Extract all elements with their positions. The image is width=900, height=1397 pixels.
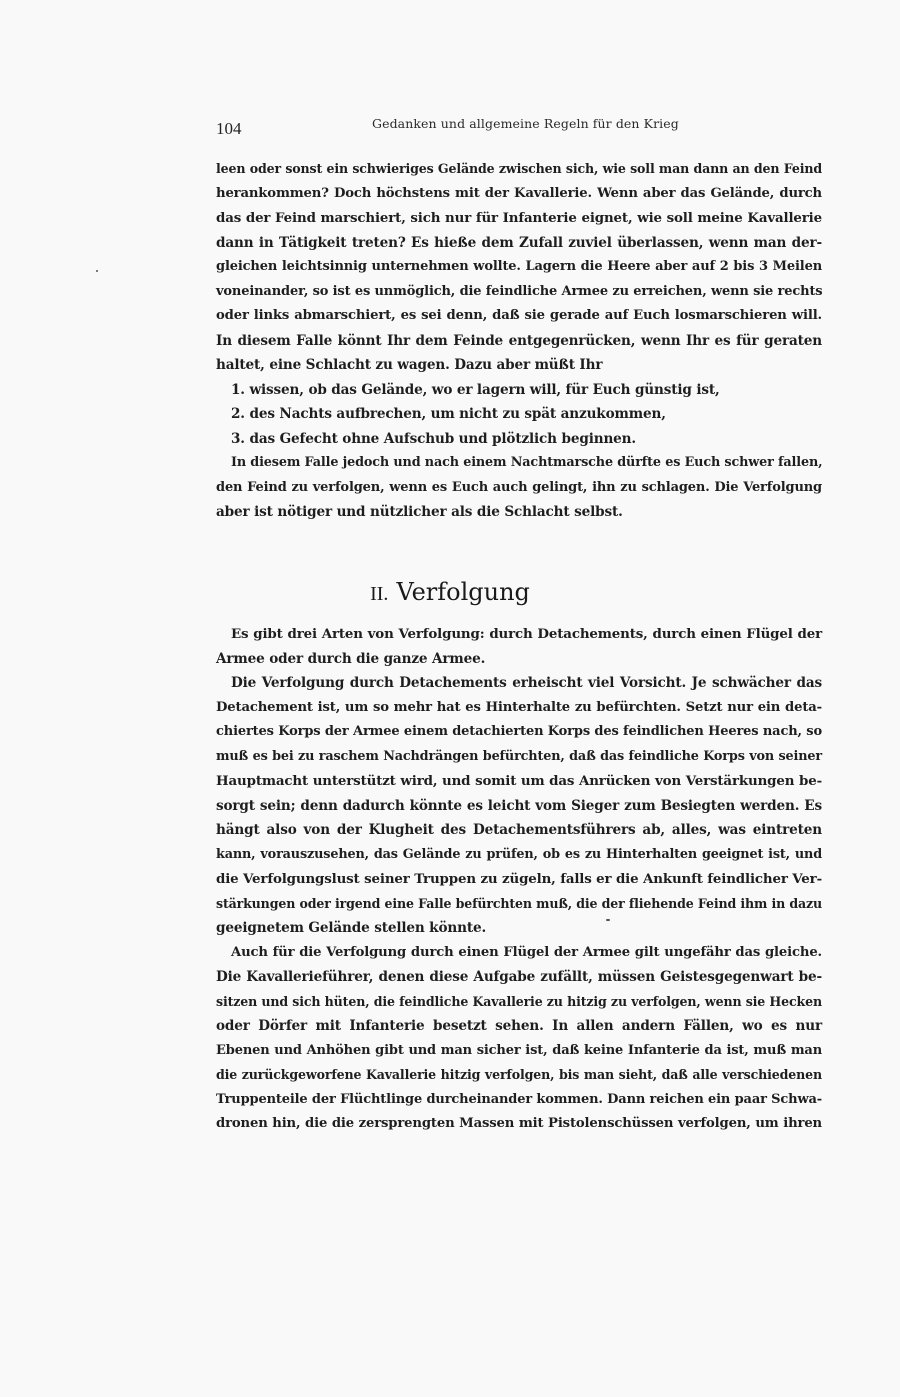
text-line: die zurückgeworfene Kavallerie hitzig verfolgen, bis man sieht, daß alle verschiedenen xyxy=(216,1067,822,1082)
text-line: Ebenen und Anhöhen gibt und man sicher ist, daß keine Infanterie da ist, muß man xyxy=(216,1042,822,1058)
text-line: chiertes Korps der Armee einem detachierten Korps des feindlichen Heeres nach, so xyxy=(216,724,822,739)
text-line: kann, vorauszusehen, das Gelände zu prüfen, ob es zu Hinterhalten geeignet ist, und xyxy=(216,846,822,862)
text-line: Armee oder durch die ganze Armee. xyxy=(216,650,486,667)
text-line: voneinander, so ist es unmöglich, die feindliche Armee zu erreichen, wenn sie rechts xyxy=(216,283,823,299)
text-line: muß es bei zu raschem Nachdrängen befürchten, daß das feindliche Korps von seiner xyxy=(216,748,822,764)
text-line: die Verfolgungslust seiner Truppen zu zügeln, falls er die Ankunft feindlicher Ver- xyxy=(216,871,822,887)
text-line: sorgt sein; denn dadurch könnte es leicht vom Sieger zum Besiegten werden. Es xyxy=(216,797,822,814)
text-line: geeignetem Gelände stellen könnte. xyxy=(216,920,487,936)
text-line: herankommen? Doch höchstens mit der Kavallerie. Wenn aber das Gelände, durch xyxy=(216,185,822,201)
text-line: stärkungen oder irgend eine Falle befürchten muß, die der fliehende Feind ihm in dazu xyxy=(216,895,822,911)
text-line: Detachement ist, um so mehr hat es Hinterhalte zu befürchten. Setzt nur ein deta- xyxy=(216,699,822,715)
text-line: Hauptmacht unterstützt wird, und somit um das Anrücken von Verstärkungen be- xyxy=(216,773,822,789)
scan-speck xyxy=(606,919,610,921)
section-heading xyxy=(0,578,900,612)
text-block-continuation xyxy=(216,157,822,525)
text-line: Die Verfolgung durch Detachements erheischt viel Vorsicht. Je schwächer das xyxy=(231,675,822,691)
text-line: hängt also von der Klugheit des Detachementsführers ab, alles, was eintreten xyxy=(216,822,822,838)
list-item: 1. wissen, ob das Gelände, wo er lagern will, für Euch günstig ist, xyxy=(231,381,720,398)
text-line: dronen hin, die die zersprengten Massen mit Pistolenschüssen verfolgen, um ihren xyxy=(216,1116,822,1131)
text-line: Auch für die Verfolgung durch einen Flügel der Armee gilt ungefähr das gleiche. xyxy=(231,944,822,960)
running-head xyxy=(216,116,823,140)
scan-speck xyxy=(96,270,98,272)
text-line: Die Kavallerieführer, denen diese Aufgabe zufällt, müssen Geistesgegenwart be- xyxy=(216,969,822,985)
text-line: das der Feind marschiert, sich nur für Infanterie eignet, wie soll meine Kavallerie xyxy=(216,210,822,226)
text-line: oder Dörfer mit Infanterie besetzt sehen. In allen andern Fällen, wo es nur xyxy=(216,1018,822,1034)
list-item: 2. des Nachts aufbrechen, um nicht zu spät anzukommen, xyxy=(231,406,666,422)
text-line: den Feind zu verfolgen, wenn es Euch auch gelingt, ihn zu schlagen. Die Verfolgung xyxy=(216,479,822,495)
section-number: II. xyxy=(370,583,389,605)
page-number: 104 xyxy=(216,119,242,138)
text-line: sitzen und sich hüten, die feindliche Kavallerie zu hitzig zu verfolgen, wenn sie Hecken xyxy=(216,993,822,1009)
text-line: Truppenteile der Flüchtlinge durcheinander kommen. Dann reichen ein paar Schwa- xyxy=(216,1091,823,1107)
text-line: In diesem Falle könnt Ihr dem Feinde entgegenrücken, wenn Ihr es für geraten xyxy=(216,332,822,349)
text-line: aber ist nötiger und nützlicher als die Schlacht selbst. xyxy=(216,504,623,520)
text-line: haltet, eine Schlacht zu wagen. Dazu aber müßt Ihr xyxy=(216,357,603,373)
section-title: Verfolgung xyxy=(396,578,530,606)
text-line: leen oder sonst ein schwieriges Gelände zwischen sich, wie soll man dann an den Feind xyxy=(216,161,822,176)
text-line: gleichen leichtsinnig unternehmen wollte. Lagern die Heere aber auf 2 bis 3 Meilen xyxy=(216,259,822,274)
text-line: dann in Tätigkeit treten? Es hieße dem Zufall zuviel überlassen, wenn man der- xyxy=(216,234,822,251)
list-item: 3. das Gefecht ohne Aufschub und plötzlich beginnen. xyxy=(231,430,636,447)
text-line: Es gibt drei Arten von Verfolgung: durch Detachements, durch einen Flügel der xyxy=(231,626,822,642)
text-block-section xyxy=(216,622,822,1137)
text-line: In diesem Falle jedoch und nach einem Nachtmarsche dürfte es Euch schwer fallen, xyxy=(231,455,823,470)
running-title: Gedanken und allgemeine Regeln für den Krieg xyxy=(372,116,679,131)
text-line: oder links abmarschiert, es sei denn, daß sie gerade auf Euch losmarschieren will. xyxy=(216,308,822,323)
